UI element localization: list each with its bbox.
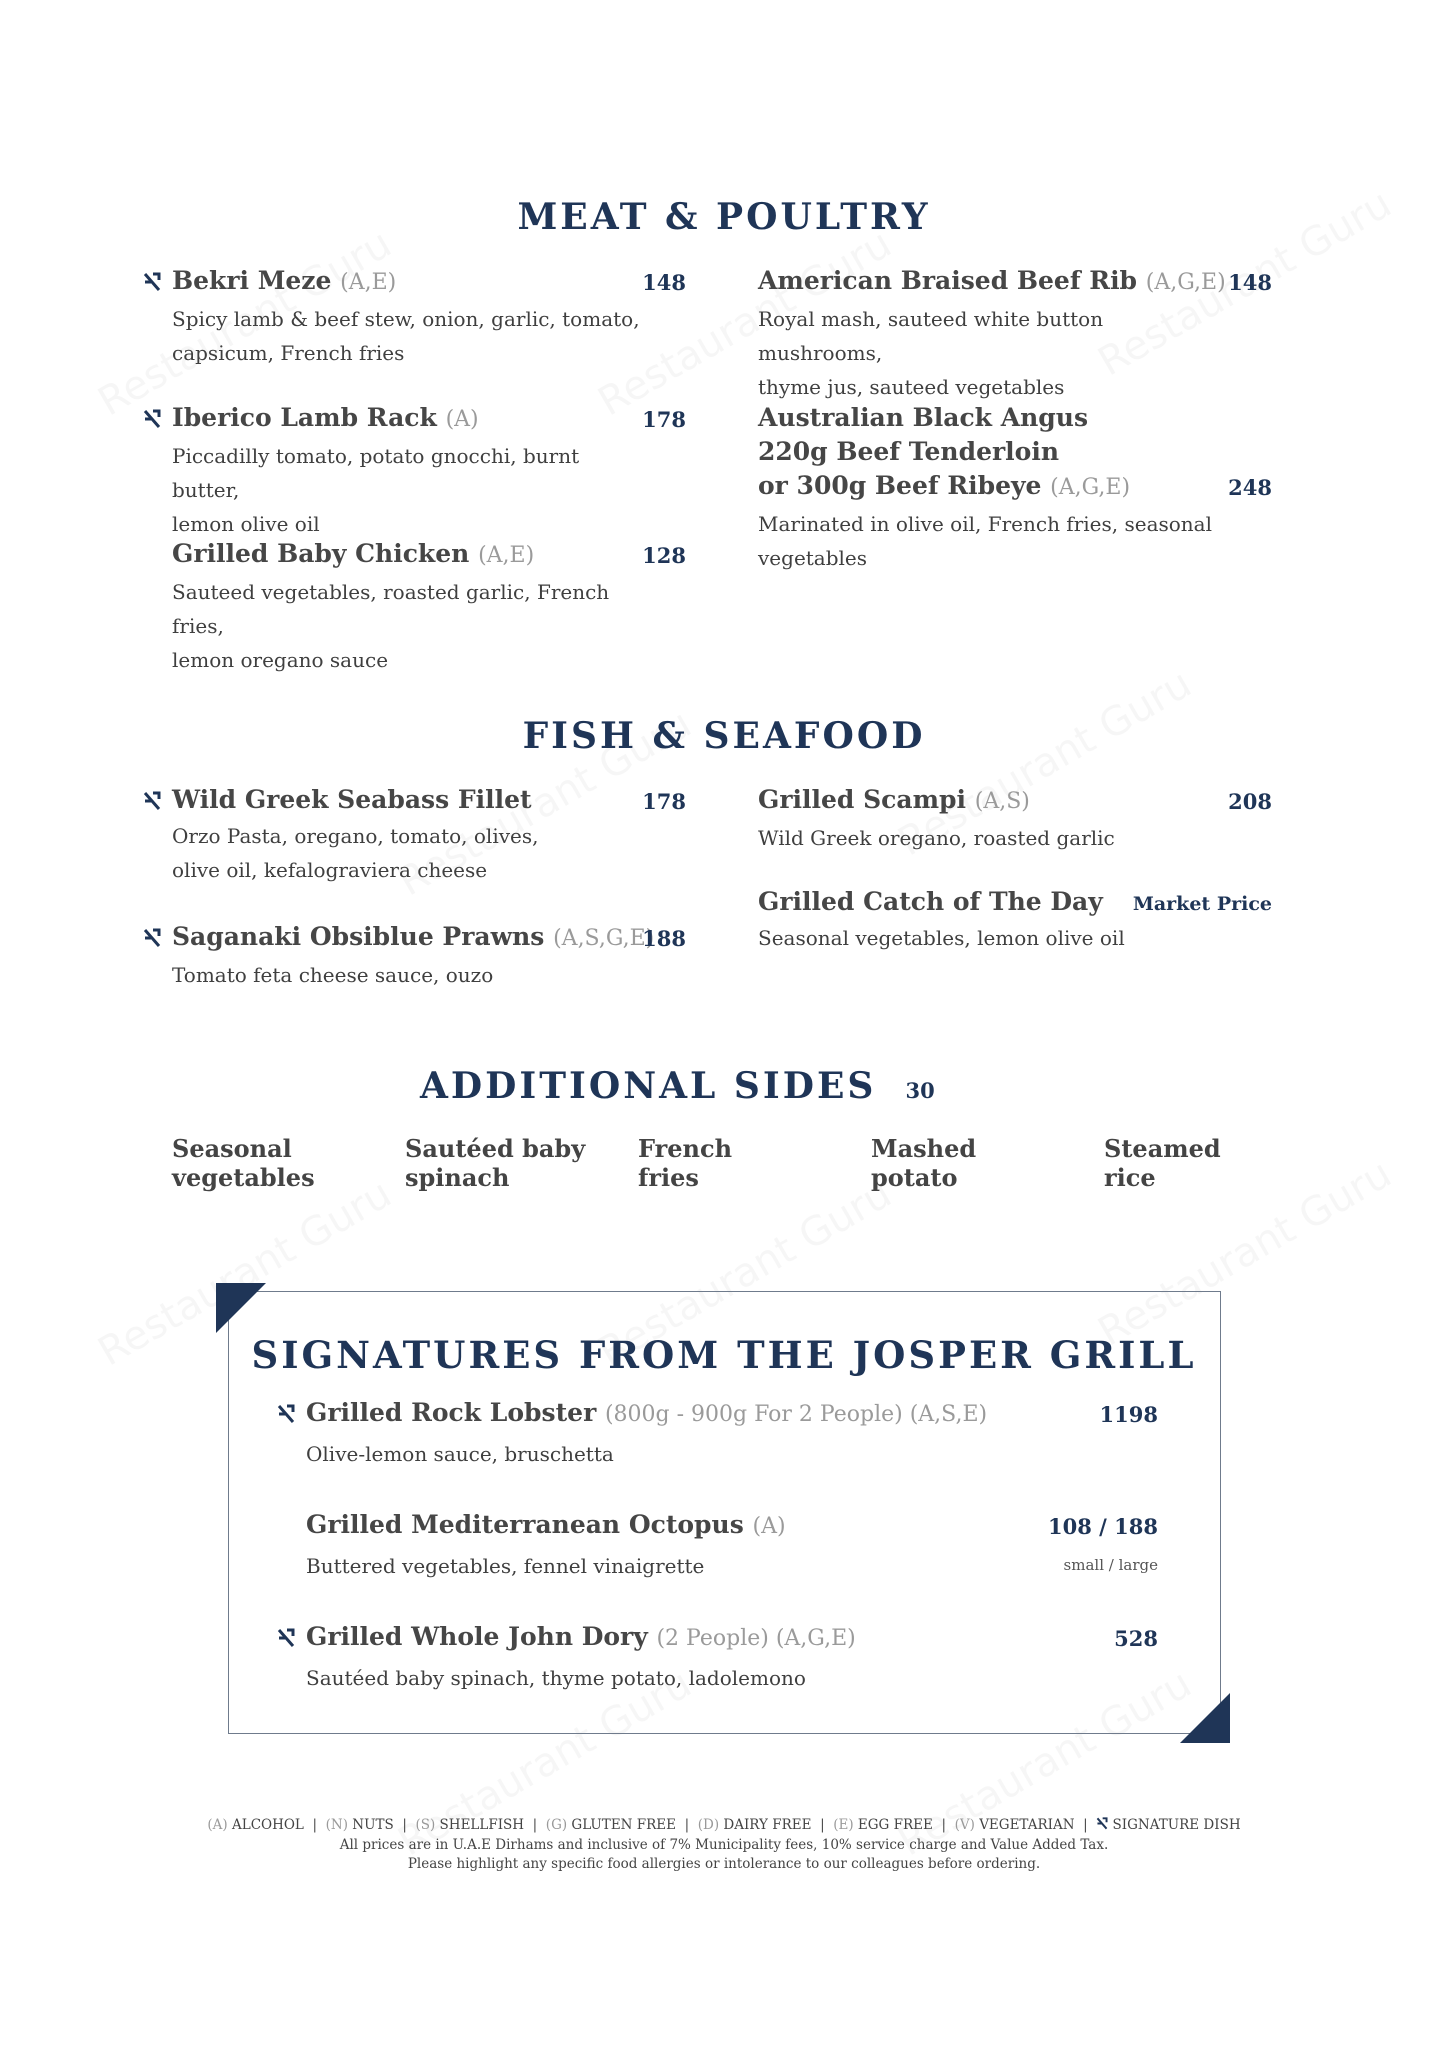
item-name: or 300g Beef Ribeye <box>758 471 1042 500</box>
signature-dish-icon <box>143 272 161 292</box>
item-desc: thyme jus, sauteed vegetables <box>758 375 1065 399</box>
allergen-tags: (800g - 900g For 2 People) (A,S,E) <box>604 1402 988 1427</box>
menu-item <box>306 1509 1066 1583</box>
side-item-line: fries <box>638 1163 699 1192</box>
allergen-tags: (A,G,E) <box>1145 270 1226 295</box>
legend-code: (A) <box>207 1817 228 1833</box>
section-title-sides <box>420 1065 935 1107</box>
legend-code: (N) <box>325 1817 348 1833</box>
item-desc: Buttered vegetables, fennel vinaigrette <box>306 1554 705 1578</box>
side-item <box>871 1134 976 1192</box>
item-desc: Olive-lemon sauce, bruschetta <box>306 1442 614 1466</box>
legend-label: ALCOHOL <box>231 1817 304 1833</box>
corner-ornament-top-left <box>216 1283 266 1333</box>
item-name: Grilled Baby Chicken <box>172 539 470 568</box>
item-name: Grilled Whole John Dory <box>306 1622 648 1651</box>
item-desc: Spicy lamb & beef stew, onion, garlic, tomato, <box>172 307 640 331</box>
signature-dish-icon <box>1096 1817 1108 1830</box>
item-name: Grilled Catch of The Day <box>758 887 1103 916</box>
allergen-tags: (A,E) <box>340 270 397 295</box>
side-item-line: Mashed <box>871 1134 977 1163</box>
menu-item <box>172 265 642 370</box>
price-size-note: small / large <box>1063 1556 1158 1574</box>
item-price: 128 <box>642 543 686 568</box>
footer-prices-note: All prices are in U.A.E Dirhams and inclusive of 7% Municipality fees, 10% service charge and Value Added Tax. <box>339 1837 1109 1853</box>
legend-label: SHELLFISH <box>439 1817 525 1833</box>
item-desc: Royal mash, sauteed white button mushrooms, <box>758 307 1104 365</box>
sides-title: ADDITIONAL SIDES <box>420 1065 877 1107</box>
section-title-josper: SIGNATURES FROM THE JOSPER GRILL <box>251 1333 1197 1377</box>
item-desc: Orzo Pasta, oregano, tomato, olives, <box>172 824 539 848</box>
menu-item <box>306 1621 1066 1695</box>
menu-item <box>306 1397 1066 1471</box>
allergen-tags: (A,E) <box>478 543 535 568</box>
legend-code: (V) <box>954 1817 975 1833</box>
item-price: 108 / 188 <box>1048 1514 1158 1539</box>
footer-allergy-note: Please highlight any specific food allergies or intolerance to our colleagues before ordering. <box>407 1856 1041 1872</box>
legend-label: GLUTEN FREE <box>571 1817 677 1833</box>
item-name: Saganaki Obsiblue Prawns <box>172 922 545 951</box>
legend-code: (G) <box>545 1817 568 1833</box>
item-price: 188 <box>642 926 686 951</box>
side-item-line: spinach <box>405 1163 510 1192</box>
item-price: 178 <box>642 789 686 814</box>
item-desc: olive oil, kefalograviera cheese <box>172 858 488 882</box>
menu-item <box>172 784 642 887</box>
signature-dish-icon <box>143 409 161 429</box>
item-desc: Wild Greek oregano, roasted garlic <box>758 826 1115 850</box>
legend-label: SIGNATURE DISH <box>1112 1817 1241 1833</box>
item-price: 1198 <box>1099 1402 1158 1427</box>
item-desc: Tomato feta cheese sauce, ouzo <box>172 963 494 987</box>
allergen-tags: (A) <box>445 407 479 432</box>
side-item-line: Seasonal <box>172 1134 292 1163</box>
menu-item <box>758 886 1158 955</box>
side-item <box>172 1134 315 1192</box>
item-name: Wild Greek Seabass Fillet <box>172 785 532 814</box>
item-price: 528 <box>1114 1626 1158 1651</box>
menu-item <box>758 265 1228 404</box>
signature-dish-icon <box>143 791 161 811</box>
item-price: 148 <box>1228 270 1272 295</box>
side-item-line: Steamed <box>1104 1134 1221 1163</box>
item-price: 148 <box>642 270 686 295</box>
allergen-tags: (A,S) <box>974 789 1030 814</box>
menu-item <box>758 784 1228 855</box>
side-item-line: potato <box>871 1163 958 1192</box>
item-desc: Sautéed baby spinach, thyme potato, ladolemono <box>306 1666 806 1690</box>
signature-dish-icon <box>277 1628 295 1648</box>
allergen-tags: (A) <box>752 1514 786 1539</box>
item-desc: lemon olive oil <box>172 512 320 536</box>
item-name: Bekri Meze <box>172 266 332 295</box>
menu-item <box>172 402 642 541</box>
item-desc: lemon oregano sauce <box>172 648 389 672</box>
side-item-line: French <box>638 1134 733 1163</box>
legend-code: (S) <box>415 1817 436 1833</box>
signature-dish-icon <box>143 928 161 948</box>
item-price: 208 <box>1228 789 1272 814</box>
legend-code: (E) <box>833 1817 854 1833</box>
legend-label: EGG FREE <box>857 1817 933 1833</box>
sides-price: 30 <box>905 1078 935 1103</box>
corner-ornament-bottom-right <box>1180 1693 1230 1743</box>
side-item <box>638 1134 732 1192</box>
legend-label: NUTS <box>352 1817 394 1833</box>
item-name: American Braised Beef Rib <box>758 266 1138 295</box>
item-desc: Seasonal vegetables, lemon olive oil <box>758 926 1125 950</box>
item-name: Grilled Rock Lobster <box>306 1398 597 1427</box>
item-name: Iberico Lamb Rack <box>172 403 437 432</box>
item-price: 178 <box>642 407 686 432</box>
item-price: Market Price <box>1132 893 1272 915</box>
item-desc: capsicum, French fries <box>172 341 405 365</box>
item-desc: Piccadilly tomato, potato gnocchi, burnt butter, <box>172 444 580 502</box>
legend-label: DAIRY FREE <box>723 1817 812 1833</box>
allergen-tags: (A,G,E) <box>1050 475 1131 500</box>
allergen-tags: (A,S,G,E) <box>553 926 655 951</box>
menu-item <box>172 921 655 992</box>
menu-item <box>758 402 1228 575</box>
menu-item <box>172 538 642 677</box>
side-item-line: vegetables <box>172 1163 315 1192</box>
allergen-legend: (A) ALCOHOL | (N) NUTS | (S) SHELLFISH | (G) GLUTEN FREE | (D) DAIRY FREE | (E) EGG FREE | (V) VEGETARIAN | SIGNATURE DISH <box>207 1817 1241 1833</box>
item-price: 248 <box>1228 475 1272 500</box>
item-desc: Sauteed vegetables, roasted garlic, French fries, <box>172 580 610 638</box>
side-item-line: Sautéed baby <box>405 1134 586 1163</box>
side-item <box>405 1134 585 1192</box>
legend-code: (D) <box>697 1817 720 1833</box>
item-name: 220g Beef Tenderloin <box>758 437 1059 466</box>
side-item <box>1104 1134 1221 1192</box>
item-name: Grilled Mediterranean Octopus <box>306 1510 744 1539</box>
side-item-line: rice <box>1104 1163 1156 1192</box>
section-title-meat: MEAT & POULTRY <box>517 196 931 238</box>
item-name: Grilled Scampi <box>758 785 967 814</box>
item-name: Australian Black Angus <box>758 403 1089 432</box>
allergen-tags: (2 People) (A,G,E) <box>656 1626 856 1651</box>
legend-label: VEGETARIAN <box>979 1817 1075 1833</box>
section-title-fish: FISH & SEAFOOD <box>522 715 926 757</box>
signature-dish-icon <box>277 1404 295 1424</box>
item-desc: Marinated in olive oil, French fries, seasonal vegetables <box>758 512 1213 570</box>
